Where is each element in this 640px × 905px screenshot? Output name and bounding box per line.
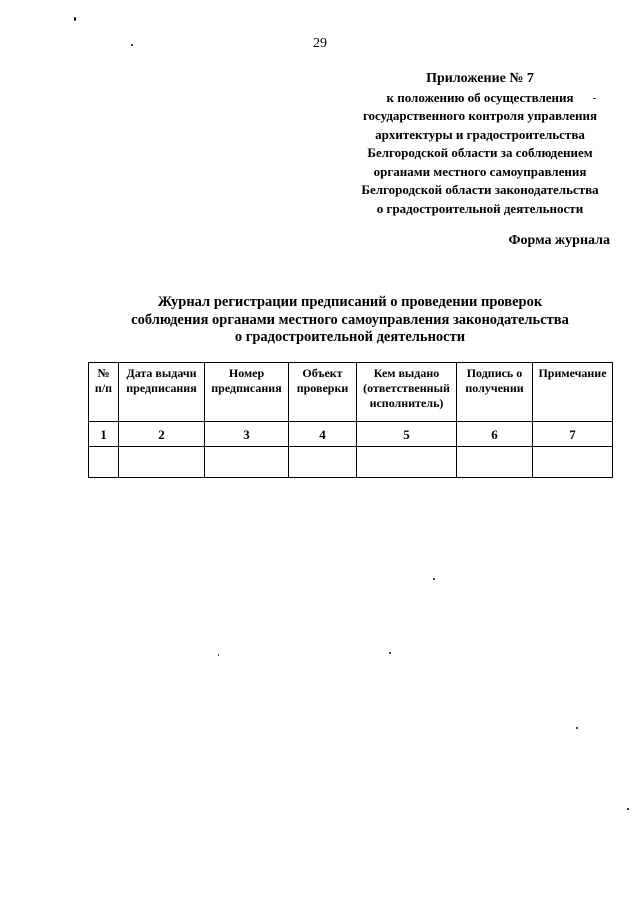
column-number-cell: 2	[119, 422, 205, 447]
form-label: Форма журнала	[508, 233, 610, 248]
header-cell-issue-date: Дата выдачи предписания	[119, 363, 205, 422]
appendix-line: государственного контроля управления	[362, 108, 598, 123]
table-column-number-row	[89, 422, 613, 447]
appendix-title: Приложение № 7	[426, 71, 534, 86]
appendix-line: Белгородской области законодательства	[361, 182, 599, 197]
empty-cell	[457, 447, 533, 478]
scan-speck	[433, 578, 435, 580]
empty-cell	[89, 447, 119, 478]
empty-cell	[357, 447, 457, 478]
scan-speck	[593, 98, 596, 99]
appendix-line: архитектуры и градостроительства	[375, 126, 585, 142]
journal-title-line: о градостроительной деятельности	[234, 329, 466, 345]
table-empty-row	[89, 447, 613, 478]
scan-speck	[131, 44, 133, 46]
empty-cell	[119, 447, 205, 478]
appendix-line: к положению об осуществления	[386, 89, 574, 105]
header-cell-inspection-object: Объект проверки	[289, 363, 357, 422]
appendix-line: о градостроительной деятельности	[376, 200, 584, 216]
header-cell-receipt-signature: Подпись о получении	[457, 363, 533, 422]
column-number-cell: 6	[457, 422, 533, 447]
header-cell-number: № п/п	[89, 363, 119, 422]
header-cell-order-number: Номер предписания	[205, 363, 289, 422]
column-number-cell: 5	[357, 422, 457, 447]
page-number: 29	[313, 36, 327, 51]
journal-title	[100, 294, 600, 347]
empty-cell	[533, 447, 613, 478]
column-number-cell: 1	[89, 422, 119, 447]
appendix-line: органами местного самоуправления	[373, 163, 587, 179]
journal-title-line: соблюдения органами местного самоуправления законодательства	[131, 311, 569, 328]
scan-speck	[627, 808, 629, 810]
column-number-cell: 7	[533, 422, 613, 447]
header-cell-note: Примечание	[533, 363, 613, 422]
empty-cell	[289, 447, 357, 478]
header-cell-issued-by: Кем выдано (ответственный исполнитель)	[357, 363, 457, 422]
scan-speck	[218, 654, 219, 656]
appendix-heading	[330, 70, 630, 218]
column-number-cell: 3	[205, 422, 289, 447]
journal-title-line: Журнал регистрации предписаний о проведении проверок	[157, 294, 543, 310]
scan-speck	[74, 17, 76, 21]
scan-speck	[576, 727, 578, 729]
empty-cell	[205, 447, 289, 478]
table-header-row	[89, 363, 613, 422]
column-number-cell: 4	[289, 422, 357, 447]
appendix-line: Белгородской области за соблюдением	[367, 145, 593, 160]
scan-speck	[389, 652, 391, 654]
journal-table	[88, 362, 613, 478]
